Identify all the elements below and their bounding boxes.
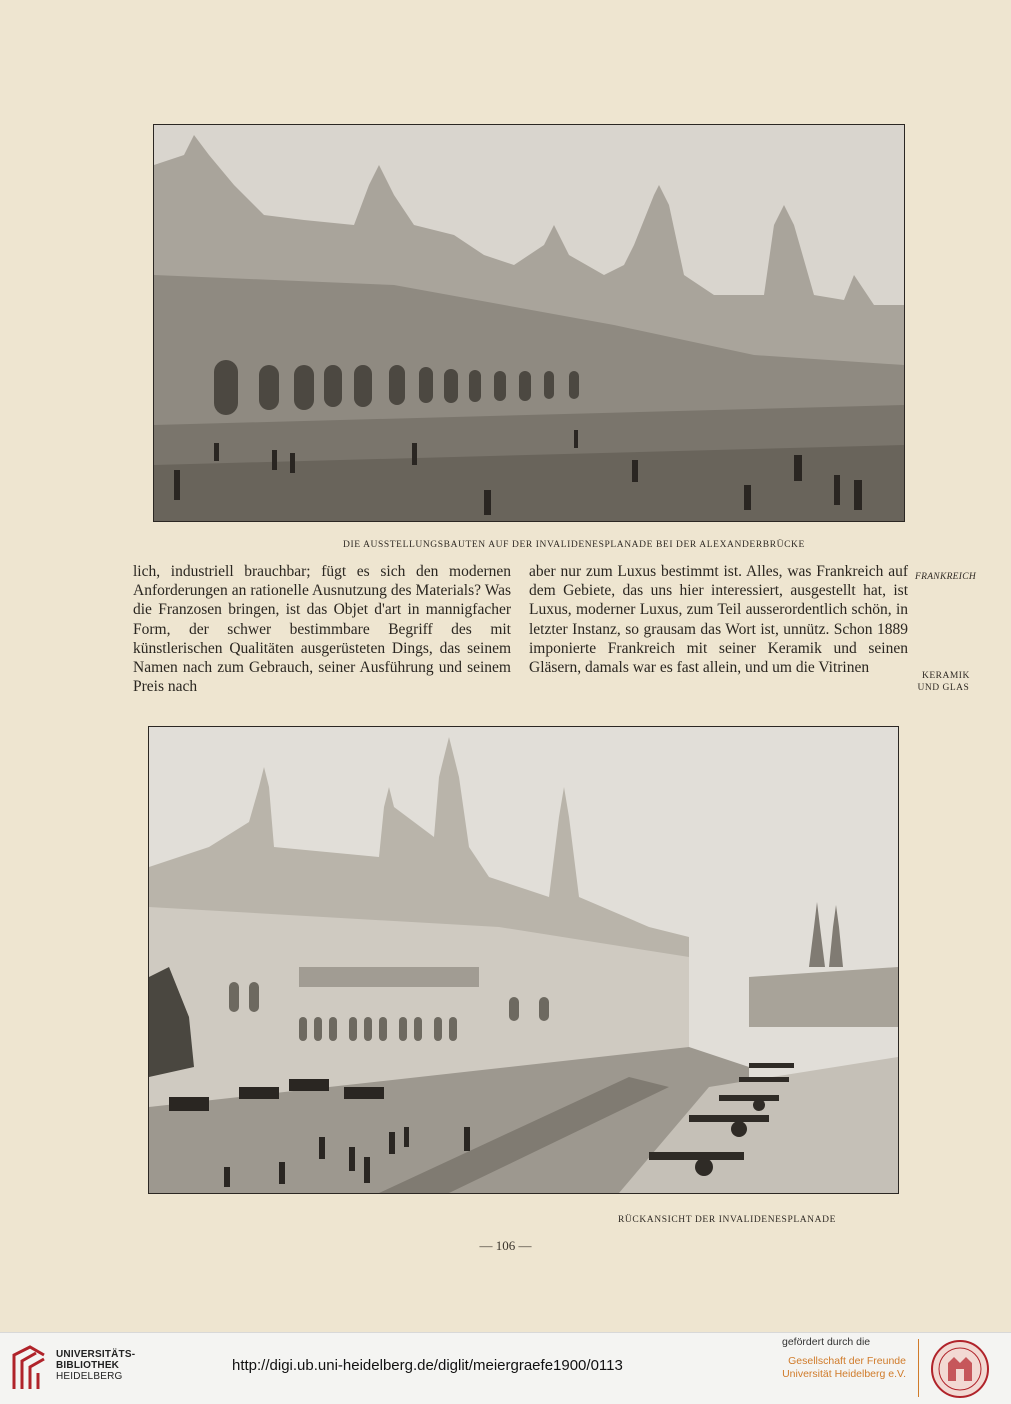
text-column-right	[529, 562, 908, 677]
sponsor-line1: Gesellschaft der Freunde	[788, 1355, 906, 1367]
photo-exhibition-buildings	[153, 124, 905, 522]
left-paragraph: lich, industriell brauchbar; fügt es sich den modernen Anforderungen an rationelle Ausnutzung des Materials? Was die Franzosen bringen, ist das Objet d'art in mannigfacher Form, der schwer bestimmbare Begriff des mit künstlerischen Qualitäten ausgerüsteten Dings, das seinem Namen nach zum Gebrauch, seiner Ausführung und seinem Preis nach	[133, 563, 511, 696]
permalink-url[interactable]: http://digi.ub.uni-heidelberg.de/diglit/meiergraefe1900/0113	[232, 1357, 623, 1374]
margin-note-keramik	[917, 670, 970, 694]
footer-divider	[918, 1339, 919, 1397]
figure-caption-1: DIE AUSSTELLUNGSBAUTEN AUF DER INVALIDENESPLANADE BEI DER ALEXANDERBRÜCKE	[343, 540, 805, 550]
page-number: — 106 —	[479, 1238, 532, 1253]
right-paragraph: aber nur zum Luxus bestimmt ist. Alles, was Frankreich auf dem Gebiete, das uns hier interessiert, ausgestellt hat, ist Luxus, moderner Luxus, zum Teil ausserordentlich schön, in letzter Instanz, so grausam das Wort ist, unnütz. Schon 1889 imponierte Frankreich mit seiner Keramik und seinen Gläsern, damals war es fast allein, und um die Vitrinen	[529, 563, 908, 677]
library-name-line1: UNIVERSITÄTS-	[56, 1349, 136, 1360]
university-seal-icon	[930, 1339, 990, 1399]
sponsor-intro: gefördert durch die	[782, 1336, 871, 1348]
library-name-line3: HEIDELBERG	[56, 1371, 123, 1382]
photo-rear-view	[148, 726, 899, 1194]
margin-note-keramik-line2: UND GLAS	[917, 683, 970, 693]
library-name-line2: BIBLIOTHEK	[56, 1360, 120, 1371]
margin-note-keramik-line1: KERAMIK	[922, 671, 970, 681]
sponsor-name	[782, 1355, 906, 1381]
library-logo-icon	[10, 1343, 48, 1393]
library-name	[56, 1349, 135, 1382]
figure-caption-2: RÜCKANSICHT DER INVALIDENESPLANADE	[618, 1215, 836, 1225]
sponsor-line2: Universität Heidelberg e.V.	[782, 1368, 906, 1380]
margin-note-frankreich: FRANKREICH	[915, 572, 977, 582]
text-column-left	[133, 562, 511, 696]
footer-bar	[0, 1332, 1011, 1404]
